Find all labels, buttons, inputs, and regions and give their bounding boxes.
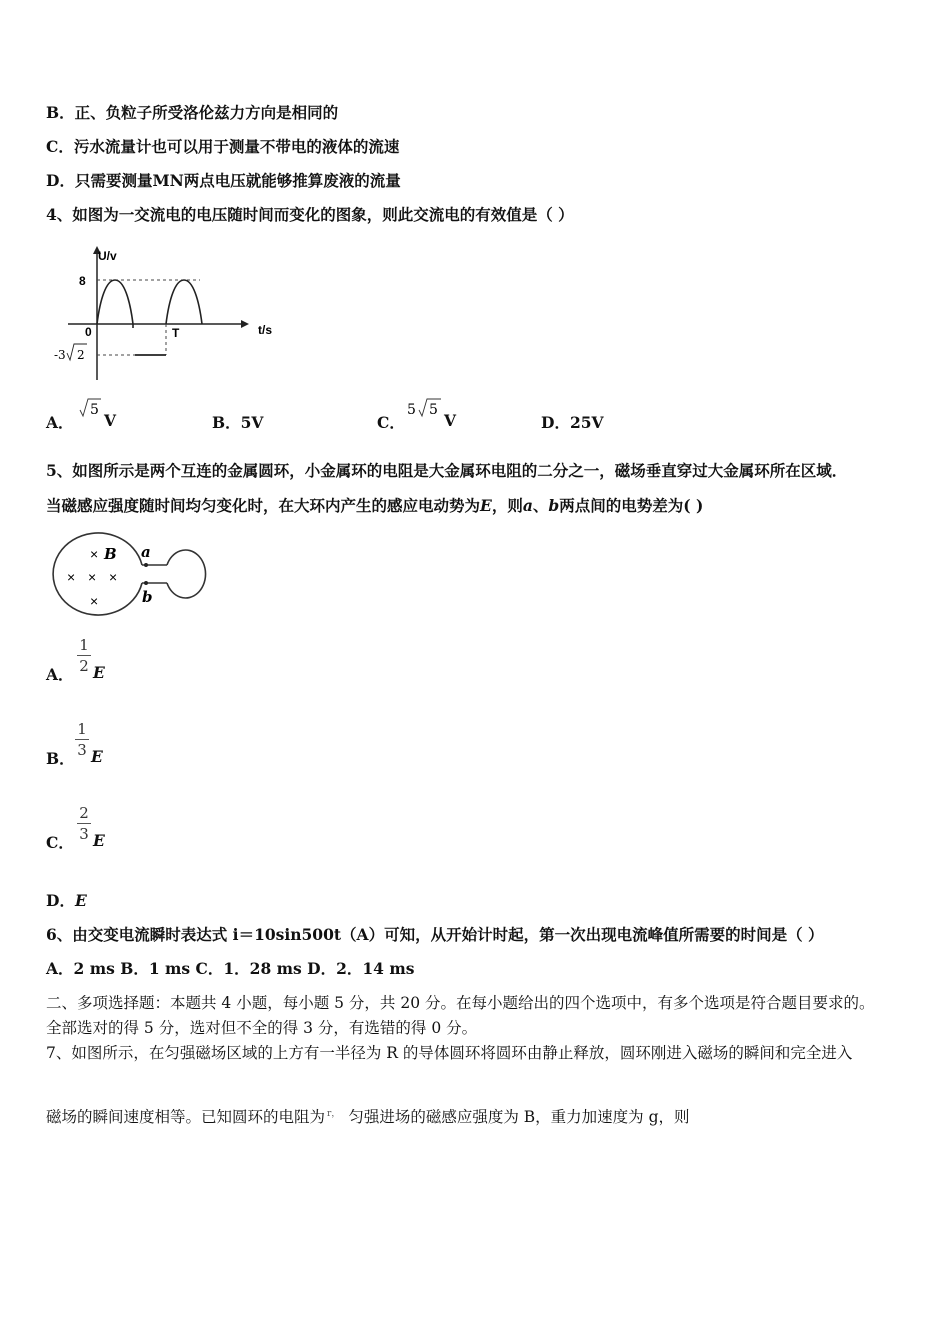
cross: × <box>90 546 99 562</box>
q7-resistance-symbol: r， <box>327 1109 341 1119</box>
sine-hump-2 <box>166 280 202 324</box>
q5-option-c-fraction: 2 3 <box>77 805 91 842</box>
q3-option-c: C．污水流量计也可以用于测量不带电的液体的流速 <box>46 137 400 156</box>
section2-line2: 全部选对的得 5 分，选对但不全的得 3 分，有选错的得 0 分。 <box>46 1019 478 1037</box>
q4-option-c-label: C． <box>377 413 405 432</box>
label-b: b <box>142 588 153 606</box>
q5-option-b-label: B． <box>46 749 75 768</box>
q7-stem-line1: 7、如图所示，在匀强磁场区域的上方有一半径为 R 的导体圆环将圆环由静止释放，圆环刚进入磁场的瞬间和完全进入 <box>46 1044 853 1062</box>
q4-option-a-label: A． <box>46 413 74 432</box>
cross: × <box>67 569 76 585</box>
y-axis-label: U/v <box>98 249 117 263</box>
q4-option-a-unit: V <box>104 411 117 430</box>
q4-option-b: B．5V <box>212 413 264 432</box>
y-tick-neg: -3 <box>54 348 66 362</box>
q4-option-c-rad: 5 <box>429 402 438 418</box>
point-a <box>144 563 148 567</box>
q4-option-c-sqrt <box>406 396 446 420</box>
y-tick-neg-rad: 2 <box>77 348 85 362</box>
q5-option-b-e: E <box>91 747 103 766</box>
cross: × <box>90 593 99 609</box>
q3-option-b: B．正、负粒子所受洛伦兹力方向是相同的 <box>46 103 339 122</box>
q6-options: A．2 ms B．1 ms C．1．28 ms D．2．14 ms <box>46 959 415 978</box>
y-tick-8: 8 <box>79 274 86 288</box>
q4-voltage-graph <box>50 240 290 390</box>
cross: × <box>109 569 118 585</box>
origin-label: 0 <box>85 325 92 339</box>
label-B: B <box>104 545 117 563</box>
point-b <box>144 581 148 585</box>
q5-option-b-fraction: 1 3 <box>75 721 89 758</box>
section2-line1: 二、多项选择题：本题共 4 小题，每小题 5 分，共 20 分。在每小题给出的四个选项中，有多个选项是符合题目要求的。 <box>46 994 875 1012</box>
q5-ring-figure <box>50 530 210 620</box>
q5-option-c-e: E <box>93 831 105 850</box>
q4-option-a-sqrt <box>78 396 102 420</box>
q4-option-a-rad: 5 <box>90 402 99 418</box>
q5-stem-line2: 当磁感应强度随时间均匀变化时，在大环内产生的感应电动势为E，则a、b两点间的电势差为( ) <box>46 496 704 515</box>
q6-stem: 6、由交变电流瞬时表达式 i＝10sin500t（A）可知，从开始计时起，第一次出现电流峰值所需要的时间是（ ） <box>46 925 824 944</box>
q5-stem-line1: 5、如图所示是两个互连的金属圆环，小金属环的电阻是大金属环电阻的二分之一，磁场垂直穿过大金属环所在区域． <box>46 461 848 480</box>
q4-option-d: D．25V <box>541 413 604 432</box>
q4-option-c-coef: 5 <box>407 402 416 418</box>
q5-option-a-label: A． <box>46 665 74 684</box>
q3-option-d: D．只需要测量MN两点电压就能够推算废液的流量 <box>46 171 401 190</box>
cross: × <box>88 569 97 585</box>
q5-option-d: D．E <box>46 891 87 910</box>
q5-option-a-fraction: 1 2 <box>77 637 91 674</box>
label-a: a <box>141 543 151 561</box>
q4-stem: 4、如图为一交流电的电压随时间而变化的图象，则此交流电的有效值是（ ） <box>46 205 574 224</box>
q7-stem-line2: 磁场的瞬间速度相等。已知圆环的电阻为 $^{r,}$ 匀强进场的磁感应强度为 B，重力加速度为 g，则 <box>46 1108 690 1126</box>
q5-option-a-e: E <box>93 663 105 682</box>
period-label: T <box>172 326 180 340</box>
q4-option-c-unit: V <box>444 411 457 430</box>
q5-option-c-label: C． <box>46 833 74 852</box>
small-ring <box>167 550 206 598</box>
sine-hump-1 <box>97 280 133 324</box>
x-axis-label: t/s <box>258 323 273 337</box>
